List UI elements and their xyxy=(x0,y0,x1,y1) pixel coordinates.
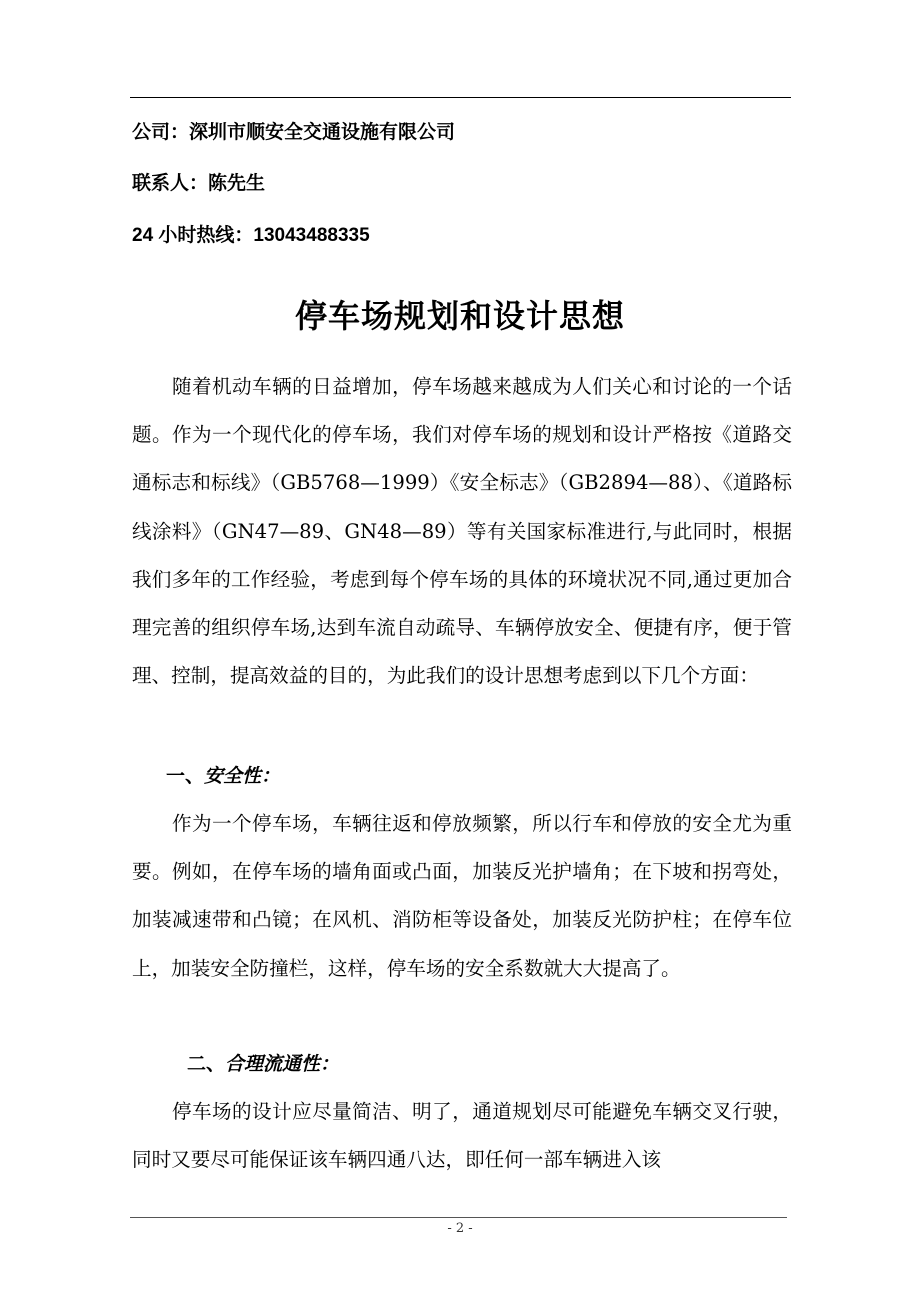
footer-rule xyxy=(130,1217,787,1218)
header-rule xyxy=(130,97,791,98)
contact-person-line: 联系人：陈先生 xyxy=(132,173,266,194)
circulation-paragraph: 停车场的设计应尽量简洁、明了，通道规划尽可能避免车辆交叉行驶，同时又要尽可能保证该车辆四通八达，即任何一部车辆进入该 xyxy=(132,1100,792,1172)
company-line: 公司：深圳市顺安全交通设施有限公司 xyxy=(132,122,456,143)
section-number: 一、 xyxy=(166,765,205,787)
section-heading-safety xyxy=(166,761,280,791)
section-number: 二、 xyxy=(187,1053,226,1075)
hotline-line: 24 小时热线：13043488335 xyxy=(132,225,370,246)
safety-paragraph: 作为一个停车场，车辆往返和停放频繁，所以行车和停放的安全尤为重要。例如，在停车场的墙角面或凸面，加装反光护墙角；在下坡和拐弯处，加装减速带和凸镜；在风机、消防柜等设备处，加装反光防护柱；在停车位上，加装安全防撞栏，这样，停车场的安全系数就大大提高了。 xyxy=(132,812,792,980)
section-label: 安全性： xyxy=(204,765,281,787)
intro-paragraph: 随着机动车辆的日益增加，停车场越来越成为人们关心和讨论的一个话题。作为一个现代化的停车场，我们对停车场的规划和设计严格按《道路交通标志和标线》（GB5768—1999）《安全标志》（GB2894—88）、《道路标线涂料》（GN47—89、GN48—89）等有关国家标准进行,与此同时，根据我们多年的工作经验，考虑到每个停车场的具体的环境状况不同,通过更加合理完善的组织停车场,达到车流自动疏导、车辆停放安全、便捷有序，便于管理、控制，提高效益的目的，为此我们的设计思想考虑到以下几个方面： xyxy=(132,375,792,688)
page-number: - 2 - xyxy=(447,1221,473,1236)
section-label: 合理流通性： xyxy=(225,1053,340,1075)
document-title: 停车场规划和设计思想 xyxy=(294,297,625,335)
section-heading-circulation xyxy=(187,1049,339,1079)
